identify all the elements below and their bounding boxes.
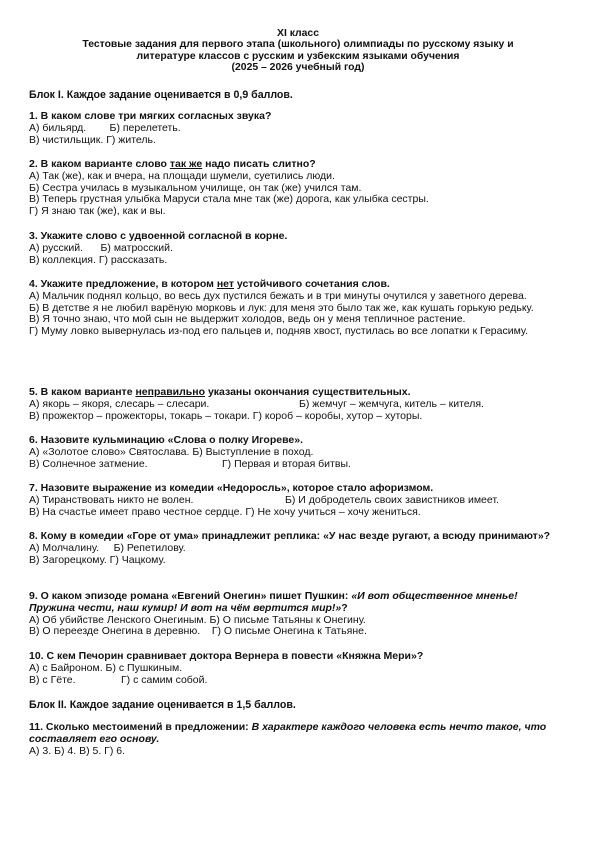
question-10-option-d: Г) с самим собой.	[121, 673, 208, 686]
question-8	[29, 531, 569, 566]
question-4	[29, 279, 569, 338]
question-5-option-d: Г) короб – коробы, хутор – хуторы.	[252, 409, 423, 422]
question-5	[29, 387, 569, 422]
question-6	[29, 435, 569, 470]
question-6-options-row-1: А) «Золотое слово» Святослава. Б) Выступление в поход.	[29, 445, 314, 458]
question-2-title-start: 2. В каком варианте слово	[29, 158, 170, 170]
question-9-title-start: 9. О каком эпизоде романа «Евгений Онегин» пишет Пушкин:	[29, 590, 352, 602]
question-7	[29, 483, 569, 518]
question-2-option-a: А) Так (же), как и вчера, на площади шумели, суетились люди.	[29, 169, 335, 182]
question-7-options-row-2: В) На счастье имеет право честное сердце. Г) Не хочу учиться – хочу жениться.	[29, 505, 421, 518]
question-9	[29, 591, 569, 638]
title-line-2: литературе классов с русским и узбекским языками обучения	[136, 50, 460, 62]
question-6-title: 6. Назовите кульминацию «Слова о полку Игореве».	[29, 434, 303, 446]
question-11-title	[29, 722, 564, 746]
question-7-option-b: Б) И добродетель своих завистников имеет.	[285, 493, 499, 506]
block-2-title: Блок II. Каждое задание оценивается в 1,5 баллов.	[29, 699, 296, 711]
question-7-options-row-1	[29, 495, 569, 507]
question-6-option-d: Г) Первая и вторая битвы.	[222, 457, 351, 470]
question-4-title-end: устойчивого сочетания слов.	[234, 278, 390, 290]
question-10	[29, 651, 569, 686]
question-5-option-a: А) якорь – якоря, слесарь – слесари.	[29, 397, 210, 410]
question-5-options-row-2	[29, 411, 569, 423]
question-5-title-underlined: неправильно	[135, 386, 206, 398]
question-2-option-b: Б) Сестра училась в музыкальном училище, он так (же) учился там.	[29, 181, 362, 194]
question-3-options-row-1: А) русский. Б) матросский.	[29, 241, 173, 254]
question-8-options-row-1: А) Молчалину. Б) Репетилову.	[29, 541, 186, 554]
question-4-option-d: Г) Муму ловко вывернулась из-под его пальцев и, подняв хвост, пустилась во все лопатки к Герасиму.	[29, 325, 529, 338]
question-9-title	[29, 591, 564, 615]
question-11-title-start: 11. Сколько местоимений в предложении:	[29, 721, 252, 733]
question-10-title: 10. С кем Печорин сравнивает доктора Вернера в повести «Княжна Мери»?	[29, 650, 424, 662]
question-10-option-c: В) с Гёте.	[29, 673, 76, 686]
question-5-title-end: указаны окончания существительных.	[205, 386, 411, 398]
question-9-options-row-1: А) Об убийстве Ленского Онегиным. Б) О письме Татьяны к Онегину.	[29, 613, 366, 626]
question-10-options-row-1: А) с Байроном. Б) с Пушкиным.	[29, 661, 183, 674]
academic-year: (2025 – 2026 учебный год)	[231, 62, 365, 74]
question-5-title-start: 5. В каком варианте	[29, 386, 136, 398]
question-3-title: 3. Укажите слово с удвоенной согласной в корне.	[29, 230, 288, 242]
question-4-option-b: Б) В детстве я не любил варёную морковь и лук: для меня это было так же, как кушать горькую редьку.	[29, 301, 534, 314]
question-2-title-end: надо писать слитно?	[202, 158, 316, 170]
question-2	[29, 159, 569, 218]
question-8-title: 8. Кому в комедии «Горе от ума» принадлежит реплика: «У нас везде ругают, а всюду принимают»?	[29, 530, 551, 542]
title-line-1: Тестовые задания для первого этапа (школьного) олимпиады по русскому языку и	[82, 39, 514, 51]
question-4-title-start: 4. Укажите предложение, в котором	[29, 278, 217, 290]
document-header	[20, 28, 576, 74]
question-2-title-underlined: так же	[169, 158, 203, 170]
question-2-option-c: В) Теперь грустная улыбка Маруси стала мне так (же) дорога, как улыбка сестры.	[29, 193, 429, 206]
grade-label: XI класс	[277, 28, 319, 39]
question-4-option-c: В) Я точно знаю, что мой сын не выдержит холодов, ведь он у меня тепличное растение.	[29, 313, 466, 326]
question-4-option-a: А) Мальчик поднял кольцо, во весь дух пустился бежать и в три минуты очутился у заветного дерева.	[29, 289, 527, 302]
question-4-title-underlined: нет	[216, 278, 235, 290]
question-6-options-row-2	[29, 459, 569, 471]
question-3-options-row-2: В) коллекция. Г) рассказать.	[29, 253, 168, 266]
question-1-title: 1. В каком слове три мягких согласных звука?	[29, 110, 272, 122]
question-6-option-c: В) Солнечное затмение.	[29, 457, 148, 470]
question-10-options-row-2	[29, 675, 569, 687]
question-2-option-d: Г) Я знаю так (же), как и вы.	[29, 205, 166, 218]
question-1	[29, 111, 569, 146]
question-8-options-row-2: В) Загорецкому. Г) Чацкому.	[29, 553, 166, 566]
question-11	[29, 722, 569, 757]
question-9-options-row-2: В) О переезде Онегина в деревню. Г) О письме Онегина к Татьяне.	[29, 625, 367, 638]
question-9-title-end: ?	[341, 601, 348, 614]
question-11-sentence: В характере каждого человека есть нечто такое, что составляет его основу.	[29, 721, 547, 745]
question-1-options-row-2: В) чистильщик. Г) житель.	[29, 133, 156, 146]
question-11-options: А) 3. Б) 4. В) 5. Г) 6.	[29, 744, 126, 757]
question-3	[29, 231, 569, 266]
question-7-title: 7. Назовите выражение из комедии «Недоросль», которое стало афоризмом.	[29, 482, 434, 494]
question-7-option-a: А) Тиранствовать никто не волен.	[29, 493, 194, 506]
block-1-title: Блок I. Каждое задание оценивается в 0,9 баллов.	[29, 89, 293, 101]
question-5-option-b: Б) жемчуг – жемчуга, китель – кителя.	[299, 397, 484, 410]
question-9-quote: «И вот общественное мненье! Пружина чести, наш кумир! И вот на чём вертится мир!»	[29, 590, 518, 614]
question-1-options-row-1: А) бильярд. Б) перелететь.	[29, 121, 181, 134]
question-5-option-c: В) прожектор – прожекторы, токарь – токари.	[29, 409, 250, 422]
